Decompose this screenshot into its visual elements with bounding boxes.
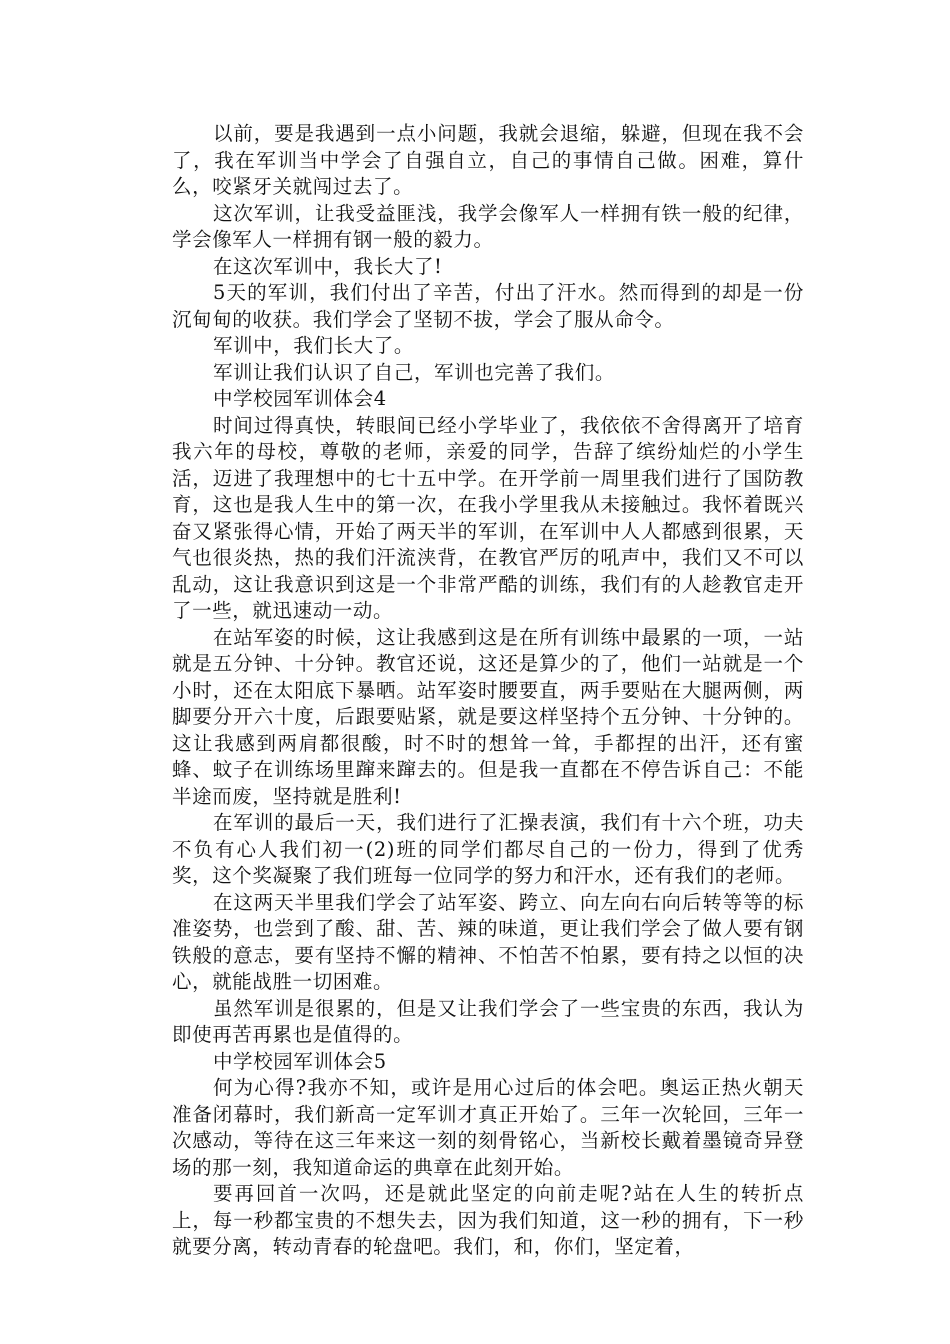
paragraph-7: 时间过得真快，转眼间已经小学毕业了，我依依不舍得离开了培育我六年的母校，尊敬的老师，亲爱的同学，告辞了缤纷灿烂的小学生活，迈进了我理想中的七十五中学。在开学前一周里我们进行了国防教育，这也是我人生中的第一次，在我小学里我从未接触过。我怀着既兴奋又紧张得心情，开始了两天半的军训，在军训中人人都感到很累，天气也很炎热，热的我们汗流浃背，在教官严厉的吼声中，我们又不可以乱动，这让我意识到这是一个非常严酷的训练，我们有的人趁教官走开了一些，就迅速动一动。 (172, 413, 804, 622)
paragraph-2: 这次军训，让我受益匪浅，我学会像军人一样拥有铁一般的纪律，学会像军人一样拥有钢一般的毅力。 (172, 201, 804, 251)
paragraph-13: 要再回首一次吗，还是就此坚定的向前走呢?站在人生的转折点上，每一秒都宝贵的不想失去，因为我们知道，这一秒的拥有，下一秒就要分离，转动青春的轮盘吧。我们，和，你们，坚定着， (172, 1182, 804, 1258)
paragraph-1: 以前，要是我遇到一点小问题，我就会退缩，躲避，但现在我不会了，我在军训当中学会了自强自立，自己的事情自己做。困难，算什么，咬紧牙关就闯过去了。 (172, 122, 804, 198)
paragraph-3: 在这次军训中，我长大了! (212, 254, 443, 278)
paragraph-5: 军训中，我们长大了。 (212, 334, 414, 357)
paragraph-10: 在这两天半里我们学会了站军姿、跨立、向左向右向后转等等的标准姿势，也尝到了酸、甜、苦、辣的味道，更让我们学会了做人要有钢铁般的意志，要有坚持不懈的精神、不怕苦不怕累，要有持之以恒的决心，就能战胜一切困难。 (172, 890, 804, 993)
paragraph-8: 在站军姿的时候，这让我感到这是在所有训练中最累的一项，一站就是五分钟、十分钟。教官还说，这还是算少的了，他们一站就是一个小时，还在太阳底下暴晒。站军姿时腰要直，两手要贴在大腿两侧，两脚要分开六十度，后跟要贴紧，就是要这样坚持个五分钟、十分钟的。这让我感到两肩都很酸，时不时的想耸一耸，手都捏的出汗，还有蜜蜂、蚊子在训练场里蹿来蹿去的。但是我一直都在不停告诉自己：不能半途而废，坚持就是胜利! (172, 625, 804, 808)
document-body (172, 121, 804, 1261)
paragraph-4: 5天的军训，我们付出了辛苦，付出了汗水。然而得到的却是一份沉甸甸的收获。我们学会了坚韧不拔，学会了服从命令。 (172, 281, 804, 331)
paragraph-11: 虽然军训是很累的，但是又让我们学会了一些宝贵的东西，我认为即使再苦再累也是值得的。 (172, 996, 804, 1046)
section-heading-4: 中学校园军训体会4 (212, 387, 387, 410)
paragraph-6: 军训让我们认识了自己，军训也完善了我们。 (212, 360, 615, 384)
paragraph-12: 何为心得?我亦不知，或许是用心过后的体会吧。奥运正热火朝天准备闭幕时，我们新高一定军训才真正开始了。三年一次轮回，三年一次感动，等待在这三年来这一刻的刻骨铭心，当新校长戴着墨镜奇异登场的那一刻，我知道命运的典章在此刻开始。 (172, 1076, 804, 1179)
section-heading-5: 中学校园军训体会5 (212, 1049, 387, 1073)
paragraph-9: 在军训的最后一天，我们进行了汇操表演，我们有十六个班，功夫不负有心人我们初一(2)班的同学们都尽自己的一份力，得到了优秀奖，这个奖凝聚了我们班每一位同学的努力和汗水，还有我们的老师。 (172, 811, 804, 887)
